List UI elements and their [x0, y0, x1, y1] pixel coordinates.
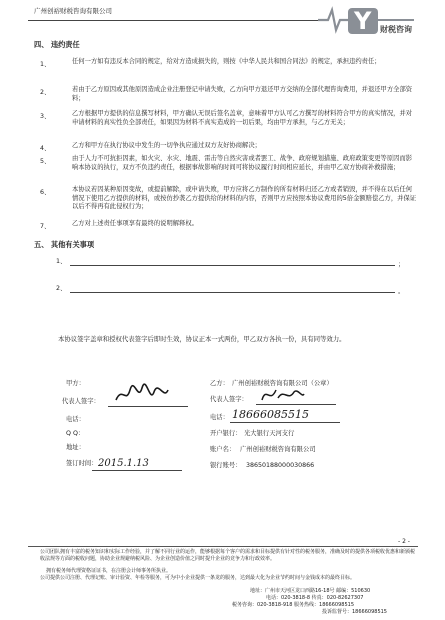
party-b-phone-value: 18666085515: [232, 408, 309, 421]
logo-letter: Y: [354, 7, 372, 35]
company-logo: [318, 4, 418, 40]
party-a-rep-line[interactable]: [108, 406, 188, 407]
footer-address: 地址：广州市天河区龙口西路16-18号 邮编：510630: [250, 588, 371, 594]
party-a-signature: [112, 382, 172, 406]
party-b-signature: [258, 384, 308, 406]
clause-text: 乙方根据甲方提供的信息撰写材料，甲方确认无误后签名盖章，意味着甲方认可乙方撰写的材料符合甲方的真实情况，并对申请材料的真实性负全部责任，如果因为材料不真实造成的一切后果，均由甲方承担，与乙方无关；: [72, 110, 413, 126]
party-b-account-name-label: 账户名：: [210, 446, 236, 453]
clause-number: 5、: [40, 158, 51, 165]
party-b-phone-line[interactable]: [230, 422, 340, 423]
footer-contact: 投诉监督号：18666098515: [322, 609, 387, 615]
blank-item-number: 2、: [56, 285, 67, 292]
party-b-bank-label: 开户银行：: [210, 430, 242, 437]
section4-title: 四、 违约责任: [34, 40, 80, 49]
footer-paragraph: 拥有税务师代理资格证证书，在注册会计师事务所执业。: [46, 568, 172, 574]
section5-title: 五、 其他有关事项: [34, 240, 95, 249]
party-a-rep-label: 代表人签字：: [62, 398, 100, 405]
footer-paragraph: 公司提供公司注册、代理记账、审计验资、年检等服务，可为中小企业提供一条龙的服务，达到最大化为企业节约时间与金钱成本的最终目标。: [40, 575, 356, 581]
page-number: - 2 -: [398, 538, 410, 545]
clause-number: 6、: [40, 189, 51, 196]
party-a-qq-label: Q Q：: [66, 430, 85, 437]
blank-line[interactable]: [70, 265, 395, 266]
clause-number: 2、: [40, 89, 51, 96]
party-a-label: 甲方：: [66, 380, 85, 387]
clause-text: 若由于乙方原因或其他原因造成企业注册登记申请失败，乙方向甲方退还甲方交纳的全部代理咨询费用，并退还甲方全部资料；: [72, 86, 413, 102]
party-b-bank-value: 光大银行天河支行: [244, 430, 295, 437]
party-b-account-no-value: 38650188000030866: [246, 462, 315, 469]
blank-item-end: ；: [398, 261, 405, 268]
clause-number: 7、: [40, 223, 51, 230]
logo-text: 财税咨询: [380, 25, 412, 34]
clause-number: 1、: [40, 61, 51, 68]
footer-paragraph: 公司团队拥有丰富的税务知识和实际工作经验，并了解不同行业的运作，能够根据每个客户的需求和目标提供有针对性的税务服务，准确及时的提供各项税收优惠和新颁税收法规等方面的税收问题，协助企业规避纳税风险、为企业创造价值之同时提升企业的竞争力和行政效率。: [40, 549, 416, 562]
party-a-address-label: 地址：: [66, 444, 85, 451]
effective-notice: 本协议签字盖章和授权代表签字后即时生效，协议正本一式两份，甲乙双方各执一份，具有同等效力。: [58, 335, 346, 343]
party-b-account-name-value: 广州创裕财税咨询有限公司: [240, 446, 316, 453]
clause-number: 4、: [40, 145, 51, 152]
party-a-date-line[interactable]: [92, 470, 182, 471]
blank-item-end: 。: [398, 288, 405, 295]
footer-rule: [28, 546, 418, 547]
party-b-rep-label: 代表人签字：: [210, 396, 248, 403]
clause-text: 乙方对上述责任事项享有最终的说明解释权。: [72, 220, 198, 227]
footer-phone: 电话：020-3818-8 传真：020-82627307: [266, 595, 364, 601]
party-a-date-value: 2015.1.13: [98, 458, 149, 469]
blank-line[interactable]: [70, 292, 395, 293]
header-rule: [28, 20, 318, 21]
party-a-phone-label: 电话：: [66, 416, 85, 423]
party-a-date-label: 签订时间：: [66, 460, 98, 467]
party-b-label: 乙方：: [210, 380, 229, 387]
blank-item-number: 1、: [56, 258, 67, 265]
clause-text: 任何一方如有违反本合同的规定，给对方造成损失的，则按《中华人民共和国合同法》的规定，承担违约责任；: [72, 58, 381, 65]
party-b-account-no-label: 银行账号：: [210, 462, 242, 469]
clause-text: 本协议若因某种原因变故，或提前解除，或申请失败，甲方应将乙方制作的所有材料归还乙方或者销毁，并不得在以后任何情况下使用乙方提供的材料，或按仿抄袭乙方提供给的材料的内容，否则甲方应按照本协议费用的5倍金额赔偿乙方，并保证以后不得再有此侵权行为；: [72, 186, 417, 211]
party-b-name: 广州创裕财税咨询有限公司（公章）: [232, 380, 333, 387]
footer-hotline: 税务咨询：020-3818-918 服务热线：18666098515: [232, 602, 355, 608]
party-b-phone-label: 电话：: [210, 414, 229, 421]
clause-number: 3、: [40, 113, 51, 120]
header-company: 广州创裕财税咨询有限公司: [34, 7, 112, 15]
clause-text: 由于人力不可抗拒因素，如火灾、水灾、地震、雷击等自然灾害或者罢工、战争、政府规划措施、政府政策变更等原因而影响本协议的执行，双方不负违约责任，根据事故影响的时间可将协议履行时间相应延长，并由甲乙双方协商补救措施；: [72, 155, 413, 171]
clause-text: 乙方和甲方在执行协议中发生的一切争执应通过双方友好协商解决；: [72, 142, 261, 149]
